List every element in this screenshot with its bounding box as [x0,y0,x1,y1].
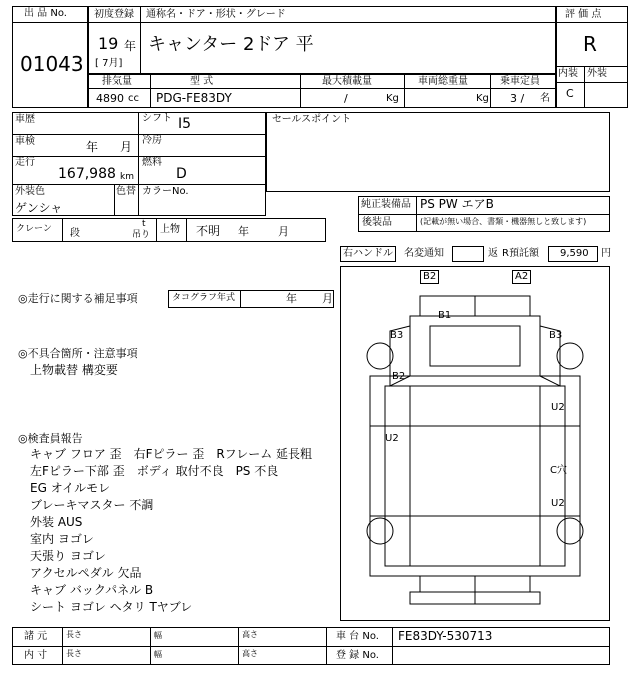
name-change-label: 名変通知 [404,248,444,259]
name-label: 通称名・ドア・形状・グレード [146,9,286,20]
first-reg-year-unit: 年 [124,39,137,53]
height-label-2: 高さ [242,649,258,658]
ext-color: ゲンシャ [15,201,63,215]
car-name: キャンター 2ドア 平 [148,34,314,55]
tacho-month-unit: 月 [322,292,333,305]
size-label-1: 長さ [66,630,82,639]
exterior-label: 外装 [587,68,607,79]
inner-label: 内 寸 [24,650,48,661]
r-deposit-label: R預託額 [502,248,539,259]
inspector-line: EG オイルモレ [30,481,111,495]
fuel: D [176,166,187,182]
grade: R [583,32,597,56]
inspection-month-unit: 月 [120,140,133,154]
size-label-2: 長さ [66,649,82,658]
crane-lift-unit: 吊り [132,230,151,240]
max-load-sep: / [344,92,348,105]
height-label-1: 高さ [242,630,258,639]
upper-label: 上物 [160,224,180,235]
sales-point-label: セールスポイント [272,114,352,125]
damage-label-b2-left: B2 [392,371,406,382]
width-label-1: 幅 [154,631,162,640]
inspector-line: キャブ バックパネル B [30,583,154,597]
inspector-line: シート ヨゴレ ヘタリ Tヤブレ [30,600,193,614]
first-reg-label: 初度登録 [94,9,134,20]
inspector-line: アクセルペダル 欠品 [30,566,142,580]
damage-label-u2-left: U2 [385,433,399,444]
tacho-label: タコグラフ年式 [172,293,236,303]
truck-diagram [340,266,610,621]
inspector-line: キャブ フロア 歪 右Fピラー 歪 Rフレーム 延長粗 [30,447,313,461]
defects-label: ◎不具合箇所・注意事項 [18,347,138,360]
gross-weight-label: 車両総重量 [418,76,468,87]
max-load-unit: Kg [386,93,399,104]
mileage-label: 走行 [15,157,35,168]
genuine-items: PS PW エアB [420,197,494,211]
tacho-year-unit: 年 [286,292,297,305]
grade-label: 評 価 点 [565,9,602,20]
interior-label: 内装 [558,68,578,79]
model: PDG-FE83DY [156,91,232,105]
model-label: 型 式 [190,76,214,87]
shift-label: シフト [142,113,172,124]
upper-month-unit: 月 [278,225,289,238]
lot-no: 01043 [20,52,84,76]
inspector-line: ブレーキマスター 不調 [30,498,154,512]
inspection-label: 車検 [15,136,35,147]
ac-label: 冷房 [142,135,162,146]
capacity-label: 乗車定員 [500,76,540,87]
damage-label-c-hole: C穴 [550,465,567,476]
fuel-label: 燃料 [142,157,162,168]
color-code-label: カラーNo. [142,186,189,197]
history-label: 車歴 [15,114,35,125]
crane-lift-unit-top: t [142,219,146,229]
shift: I5 [178,116,192,132]
max-load-label: 最大積載量 [322,76,372,87]
r-deposit: 9,590 [560,248,589,259]
gross-weight-unit: Kg [476,93,489,104]
displacement: 4890 [96,92,124,105]
inspector-line: 左Fピラー下部 歪 ボディ 取付不良 PS 不良 [30,464,279,478]
genuine-label: 純正装備品 [361,199,411,210]
upper-value: 不明 [196,224,221,238]
inspector-line: 室内 ヨゴレ [30,532,94,546]
crane-label: クレーン [16,224,52,234]
spec-label: 諸 元 [24,631,48,642]
aftermarket-label: 後装品 [362,217,392,228]
rhd: 右ハンドル [343,248,393,259]
crane-stage-unit: 段 [70,228,80,239]
damage-label-b3-right: B3 [549,330,563,341]
capacity: 3 / [510,92,525,105]
width-label-2: 幅 [154,650,162,659]
chassis-no: FE83DY-530713 [398,629,493,643]
inspector-line: 外装 AUS [30,515,83,529]
displacement-label: 排気量 [102,76,132,87]
aftermarket-note: (記載が無い場合、書類・機器無しと致します) [420,217,587,226]
name-change-box [452,246,484,262]
reg-label: 登 録 No. [336,650,379,661]
chassis-label: 車 台 No. [336,631,379,642]
color-change-label: 色替 [116,186,136,197]
mileage: 167,988 [58,166,116,182]
driving-notes-label: ◎走行に関する補足事項 [18,292,138,305]
interior-score: C [566,87,574,100]
first-reg-month: [ 7月] [95,58,123,69]
damage-label-u2-right-bottom: U2 [551,498,565,509]
capacity-unit: 名 [540,93,550,104]
defects-text: 上物載替 構変要 [30,363,118,377]
ext-color-label: 外装色 [15,186,45,197]
flags-expiry: 返 [488,248,498,259]
lot-no-label: 出 品 No. [24,8,67,19]
mileage-unit: km [120,172,134,182]
displacement-unit: cc [128,93,139,104]
damage-label-u2-right-top: U2 [551,402,565,413]
first-reg-year: 19 [98,34,119,53]
damage-label-a2: A2 [512,270,531,284]
inspection-year-unit: 年 [86,140,99,154]
damage-label-b2-top: B2 [420,270,439,284]
upper-year-unit: 年 [238,225,249,238]
inspector-line: 天張り ヨゴレ [30,549,106,563]
damage-label-b1: B1 [438,310,452,321]
inspector-label: ◎検査員報告 [18,432,83,445]
yen: 円 [601,248,611,259]
damage-label-b3-left: B3 [390,330,404,341]
